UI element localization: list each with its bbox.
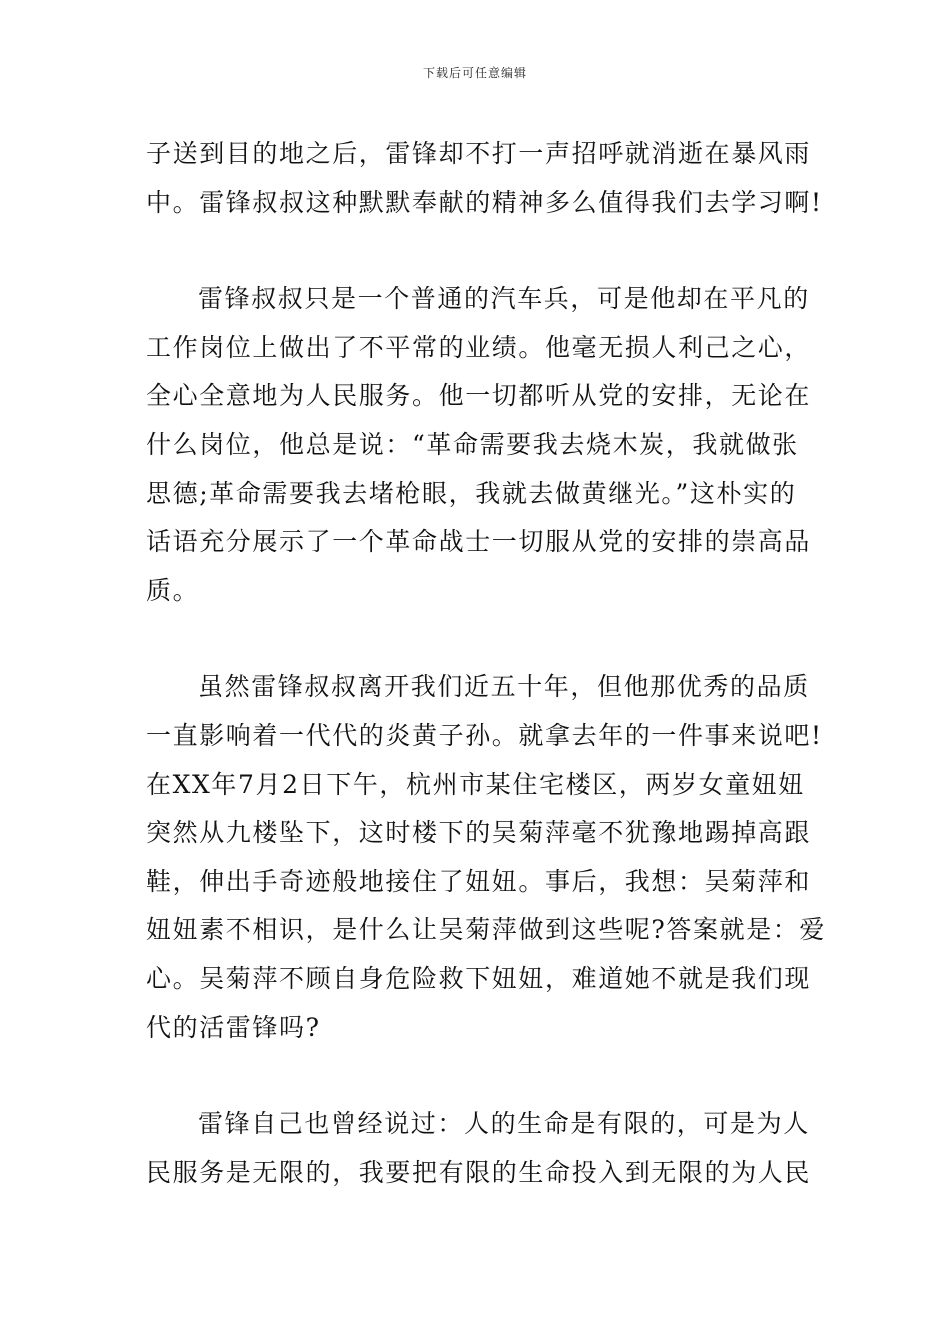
text-line: 工作岗位上做出了不平常的业绩。他毫无损人利己之心， xyxy=(146,332,812,362)
text-line: 子送到目的地之后，雷锋却不打一声招呼就消逝在暴风雨 xyxy=(146,139,812,168)
text-line: 妞妞素不相识，是什么让吴菊萍做到这些呢?答案就是：爱 xyxy=(146,915,827,945)
text-line: 什么岗位，他总是说：“革命需要我去烧木炭，我就做张 xyxy=(146,429,799,459)
paragraph-gap xyxy=(146,1052,810,1100)
paragraph-2 xyxy=(146,275,810,615)
paragraph-4 xyxy=(146,1100,810,1197)
text-line: 中。雷锋叔叔这种默默奉献的精神多么值得我们去学习啊! xyxy=(146,187,823,217)
paragraph-gap xyxy=(146,615,810,663)
text-line: 在XX年7月2日下午，杭州市某住宅楼区，两岁女童妞妞 xyxy=(146,769,806,799)
page-header-note: 下载后可任意编辑 xyxy=(422,66,527,80)
text-line: 雷锋自己也曾经说过：人的生命是有限的，可是为人 xyxy=(198,1109,810,1139)
paragraph-3 xyxy=(146,663,827,1052)
text-line: 质。 xyxy=(146,575,200,605)
text-line: 虽然雷锋叔叔离开我们近五十年，但他那优秀的品质 xyxy=(198,672,810,702)
text-line: 雷锋叔叔只是一个普通的汽车兵，可是他却在平凡的 xyxy=(198,284,810,314)
paragraph-1 xyxy=(146,130,823,227)
text-line: 代的活雷锋吗? xyxy=(146,1012,321,1042)
text-line: 全心全意地为人民服务。他一切都听从党的安排，无论在 xyxy=(146,381,812,411)
document-body xyxy=(146,130,827,1197)
text-line: 突然从九楼坠下，这时楼下的吴菊萍毫不犹豫地踢掉高跟 xyxy=(146,818,812,848)
text-line: 心。吴菊萍不顾自身危险救下妞妞，难道她不就是我们现 xyxy=(146,963,812,993)
text-line: 鞋，伸出手奇迹般地接住了妞妞。事后，我想：吴菊萍和 xyxy=(146,866,812,896)
text-line: 思德;革命需要我去堵枪眼，我就去做黄继光。”这朴实的 xyxy=(146,478,797,508)
text-line: 话语充分展示了一个革命战士一切服从党的安排的崇高品 xyxy=(146,527,812,557)
paragraph-gap xyxy=(146,227,810,275)
text-line: 民服务是无限的，我要把有限的生命投入到无限的为人民 xyxy=(146,1157,812,1187)
text-line: 一直影响着一代代的炎黄子孙。就拿去年的一件事来说吧! xyxy=(146,720,823,750)
